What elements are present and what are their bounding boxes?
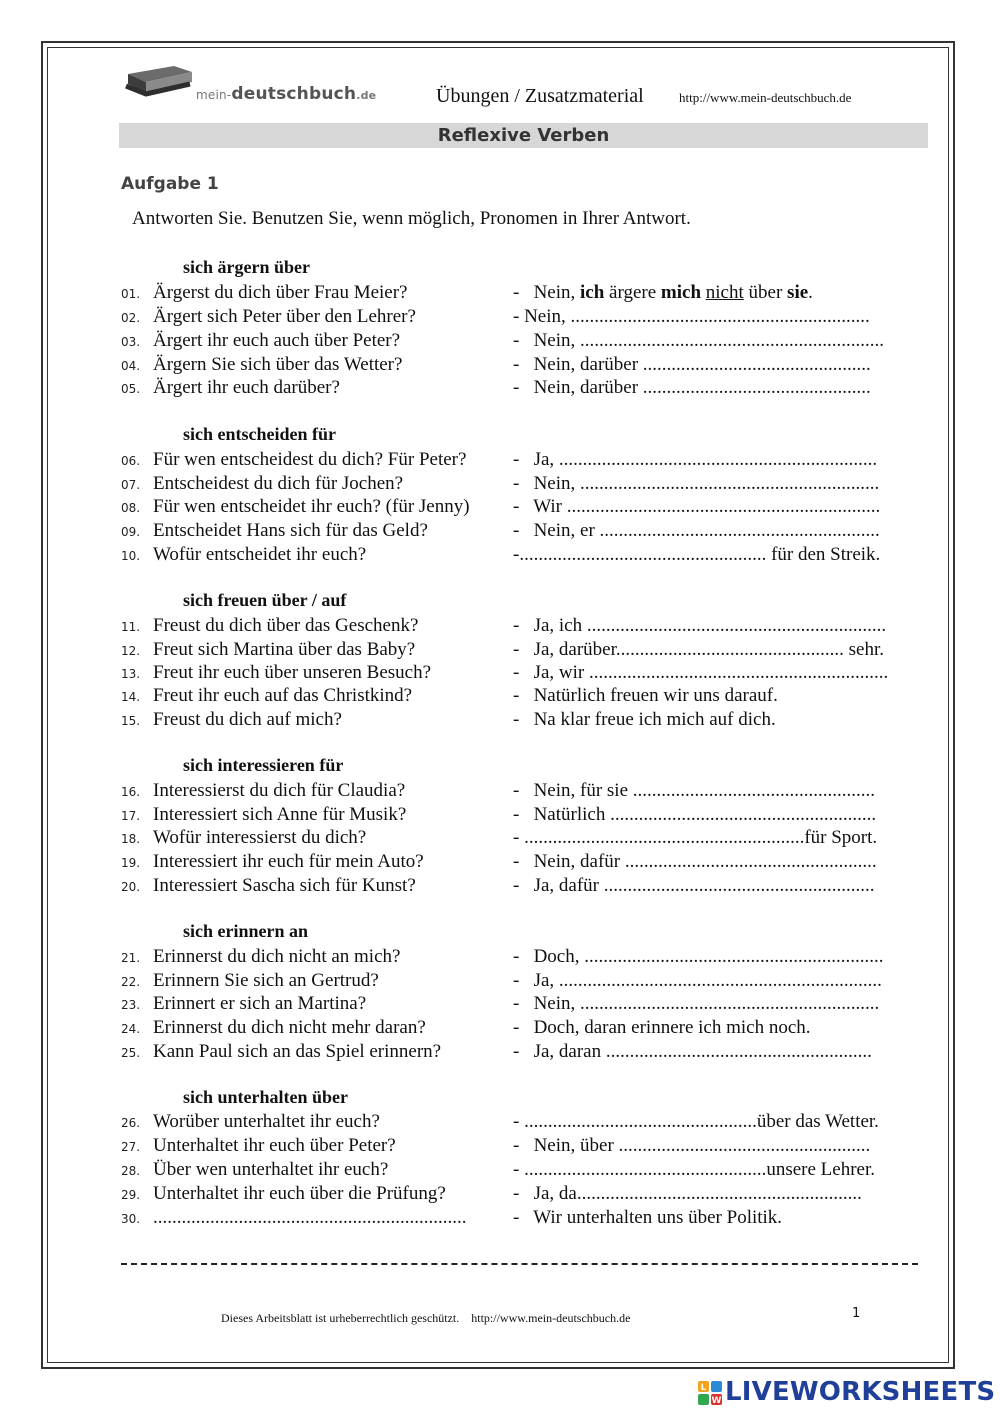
row-answer: - Ja, dafür .........................................................: [513, 875, 875, 896]
exercise-row: [121, 448, 921, 472]
task-title: Aufgabe 1: [121, 174, 219, 194]
row-answer: - Nein, darüber ................................................: [513, 354, 871, 375]
section-heading: sich interessieren für: [183, 755, 344, 775]
row-answer: - Natürlich ........................................................: [513, 804, 877, 825]
exercise-row: [121, 495, 921, 519]
logo-letter-w: W: [711, 1396, 722, 1406]
row-answer: - Nein, ................................................................: [513, 330, 885, 351]
exercise-row: [121, 969, 921, 993]
row-number: 08.: [121, 501, 141, 515]
exercise-row: [121, 638, 921, 662]
row-question: Interessiert Sascha sich für Kunst?: [153, 875, 416, 896]
exercise-row: [121, 329, 921, 353]
exercise-row: [121, 992, 921, 1016]
row-question: Freut sich Martina über das Baby?: [153, 639, 416, 660]
exercise-row: [121, 1158, 921, 1182]
footer-copyright: Dieses Arbeitsblatt ist urheberrechtlich geschützt. http://www.mein-deutschbuch.de: [221, 1311, 631, 1325]
row-number: 01.: [121, 287, 141, 301]
section-heading: sich freuen über / auf: [183, 590, 347, 610]
answer-part: .: [808, 282, 813, 303]
row-question: Freust du dich über das Geschenk?: [153, 615, 419, 636]
row-answer: - Ja, wir ...............................................................: [513, 662, 889, 683]
row-question: Interessiert ihr euch für mein Auto?: [153, 851, 424, 872]
row-number: 26.: [121, 1116, 141, 1130]
row-number: 20.: [121, 880, 141, 894]
logo-tld-text: .de: [356, 89, 377, 102]
row-question: Freut ihr euch über unseren Besuch?: [153, 662, 432, 683]
watermark-text: LIVEWORKSHEETS: [725, 1377, 996, 1407]
row-question: Entscheidest du dich für Jochen?: [153, 473, 404, 494]
row-number: 04.: [121, 359, 141, 373]
row-answer: - Natürlich freuen wir uns darauf.: [513, 685, 778, 706]
row-number: 15.: [121, 714, 141, 728]
worksheet-title: Reflexive Verben: [119, 123, 928, 148]
row-question: Über wen unterhaltet ihr euch?: [153, 1159, 389, 1180]
row-question: Für wen entscheidest du dich? Für Peter?: [153, 449, 467, 470]
row-number: 16.: [121, 785, 141, 799]
row-number: 03.: [121, 335, 141, 349]
row-number: 02.: [121, 311, 141, 325]
exercise-row: [121, 826, 921, 850]
row-answer: - Ja, darüber................................................ sehr.: [513, 639, 884, 660]
row-answer: - Ja, daran ........................................................: [513, 1041, 872, 1062]
exercise-row: [121, 1016, 921, 1040]
exercise-row: [121, 281, 921, 305]
row-number: 29.: [121, 1188, 141, 1202]
answer-part: über: [743, 282, 788, 303]
row-number: 13.: [121, 667, 141, 681]
row-number: 24.: [121, 1022, 141, 1036]
row-number: 11.: [121, 620, 141, 634]
exercise-row: [121, 1206, 921, 1230]
row-question: Erinnerst du dich nicht mehr daran?: [153, 1017, 426, 1038]
row-number: 19.: [121, 856, 141, 870]
row-question: Unterhaltet ihr euch über Peter?: [153, 1135, 396, 1156]
row-answer: - Ja, da............................................................: [513, 1183, 862, 1204]
row-question: Kann Paul sich an das Spiel erinnern?: [153, 1041, 442, 1062]
exercise-row: [121, 779, 921, 803]
row-number: 17.: [121, 809, 141, 823]
row-answer: - Na klar freue ich mich auf dich.: [513, 709, 776, 730]
row-answer: - Ja, ich ...............................................................: [513, 615, 887, 636]
row-answer: - Nein, über .....................................................: [513, 1135, 871, 1156]
answer-part: ärgere: [604, 282, 661, 303]
row-question: Entscheidet Hans sich für das Geld?: [153, 520, 428, 541]
header-url: http://www.mein-deutschbuch.de: [679, 90, 852, 105]
task-instruction: Antworten Sie. Benutzen Sie, wenn möglich, Pronomen in Ihrer Antwort.: [132, 208, 691, 229]
row-question: Ärgert ihr euch auch über Peter?: [153, 330, 401, 351]
row-answer: - Wir ..................................................................: [513, 496, 881, 517]
liveworksheets-logo-icon: [697, 1380, 723, 1406]
exercise-row: [121, 708, 921, 732]
row-answer: - Nein, dafür .....................................................: [513, 851, 877, 872]
row-question: Interessierst du dich für Claudia?: [153, 780, 406, 801]
exercise-row: [121, 472, 921, 496]
row-number: 18.: [121, 832, 141, 846]
row-number: 23.: [121, 998, 141, 1012]
answer-dash: -: [513, 282, 520, 303]
exercise-row: [121, 305, 921, 329]
row-number: 07.: [121, 478, 141, 492]
exercise-row: [121, 376, 921, 400]
answer-bold-sie: sie: [787, 282, 809, 303]
row-answer: -.................................................... für den Streik.: [513, 544, 881, 565]
logo-main-text: deutschbuch: [231, 84, 357, 104]
row-answer: - ...........................................................für Sport.: [513, 827, 878, 848]
row-question: Interessiert sich Anne für Musik?: [153, 804, 407, 825]
answer-part: Nein,: [533, 282, 581, 303]
row-number: 10.: [121, 549, 141, 563]
answer-bold-mich: mich: [660, 282, 702, 303]
section-heading: sich erinnern an: [183, 921, 309, 941]
row-number: 22.: [121, 975, 141, 989]
exercise-row: [121, 614, 921, 638]
row-question: Erinnern Sie sich an Gertrud?: [153, 970, 379, 991]
row-number: 09.: [121, 525, 141, 539]
row-answer: - Ja, ...................................................................: [513, 449, 878, 470]
row-question: Ärgerst du dich über Frau Meier?: [153, 282, 408, 303]
exercise-row: [121, 519, 921, 543]
row-answer: - ...................................................unsere Lehrer.: [513, 1159, 875, 1180]
row-answer: - Wir unterhalten uns über Politik.: [513, 1207, 783, 1228]
row-number: 30.: [121, 1212, 141, 1226]
exercise-row: [121, 1134, 921, 1158]
row-answer: - Ja, ....................................................................: [513, 970, 882, 991]
exercise-row: [121, 1182, 921, 1206]
row-question: Freust du dich auf mich?: [153, 709, 342, 730]
exercise-row: [121, 661, 921, 685]
row-question: Freut ihr euch auf das Christkind?: [153, 685, 413, 706]
exercise-row: [121, 850, 921, 874]
section-heading: sich entscheiden für: [183, 424, 336, 444]
exercise-row: [121, 543, 921, 567]
row-question: Ärgern Sie sich über das Wetter?: [153, 354, 403, 375]
row-number: 05.: [121, 382, 141, 396]
row-number: 21.: [121, 951, 141, 965]
row-answer: - .................................................über das Wetter.: [513, 1111, 879, 1132]
row-answer: - Doch, ...............................................................: [513, 946, 884, 967]
row-answer: - Nein, für sie ...................................................: [513, 780, 876, 801]
exercise-row: [121, 1040, 921, 1064]
exercise-row: [121, 684, 921, 708]
row-question: Erinnert er sich an Martina?: [153, 993, 367, 1014]
row-answer: [513, 281, 813, 305]
row-number: 14.: [121, 690, 141, 704]
row-answer: - Nein, ...............................................................: [513, 306, 870, 327]
row-answer: - Nein, ...............................................................: [513, 473, 880, 494]
page-header: [120, 60, 920, 110]
row-answer: - Nein, darüber ................................................: [513, 377, 871, 398]
site-logo-text: [196, 84, 376, 104]
exercise-row: [121, 1110, 921, 1134]
header-subtitle: Übungen / Zusatzmaterial: [436, 85, 644, 107]
row-question: Für wen entscheidet ihr euch? (für Jenny): [153, 496, 470, 517]
row-question: ..................................................................: [153, 1207, 467, 1228]
row-question: Ärgert ihr euch darüber?: [153, 377, 340, 398]
row-question: Unterhaltet ihr euch über die Prüfung?: [153, 1183, 446, 1204]
book-logo-icon: [124, 64, 194, 100]
row-answer: - Nein, er ...........................................................: [513, 520, 880, 541]
row-answer: - Nein, ...............................................................: [513, 993, 880, 1014]
page-number: 1: [852, 1306, 861, 1321]
row-question: Wofür entscheidet ihr euch?: [153, 544, 367, 565]
logo-small-text: mein-: [196, 88, 232, 102]
section-heading: sich ärgern über: [183, 257, 310, 277]
answer-bold-ich: ich: [580, 282, 605, 303]
exercise-row: [121, 803, 921, 827]
row-number: 28.: [121, 1164, 141, 1178]
row-question: Wofür interessierst du dich?: [153, 827, 367, 848]
answer-underline-nicht: nicht: [705, 282, 744, 303]
exercise-row: [121, 874, 921, 898]
row-number: 12.: [121, 644, 141, 658]
row-question: Worüber unterhaltet ihr euch?: [153, 1111, 380, 1132]
footer-dashed-divider: [121, 1263, 918, 1265]
row-question: Ärgert sich Peter über den Lehrer?: [153, 306, 416, 327]
row-answer: - Doch, daran erinnere ich mich noch.: [513, 1017, 811, 1038]
row-question: Erinnerst du dich nicht an mich?: [153, 946, 401, 967]
row-number: 27.: [121, 1140, 141, 1154]
section-heading: sich unterhalten über: [183, 1087, 349, 1107]
exercise-row: [121, 945, 921, 969]
exercise-row: [121, 353, 921, 377]
logo-letter-l: L: [700, 1383, 707, 1393]
row-number: 25.: [121, 1046, 141, 1060]
row-number: 06.: [121, 454, 141, 468]
